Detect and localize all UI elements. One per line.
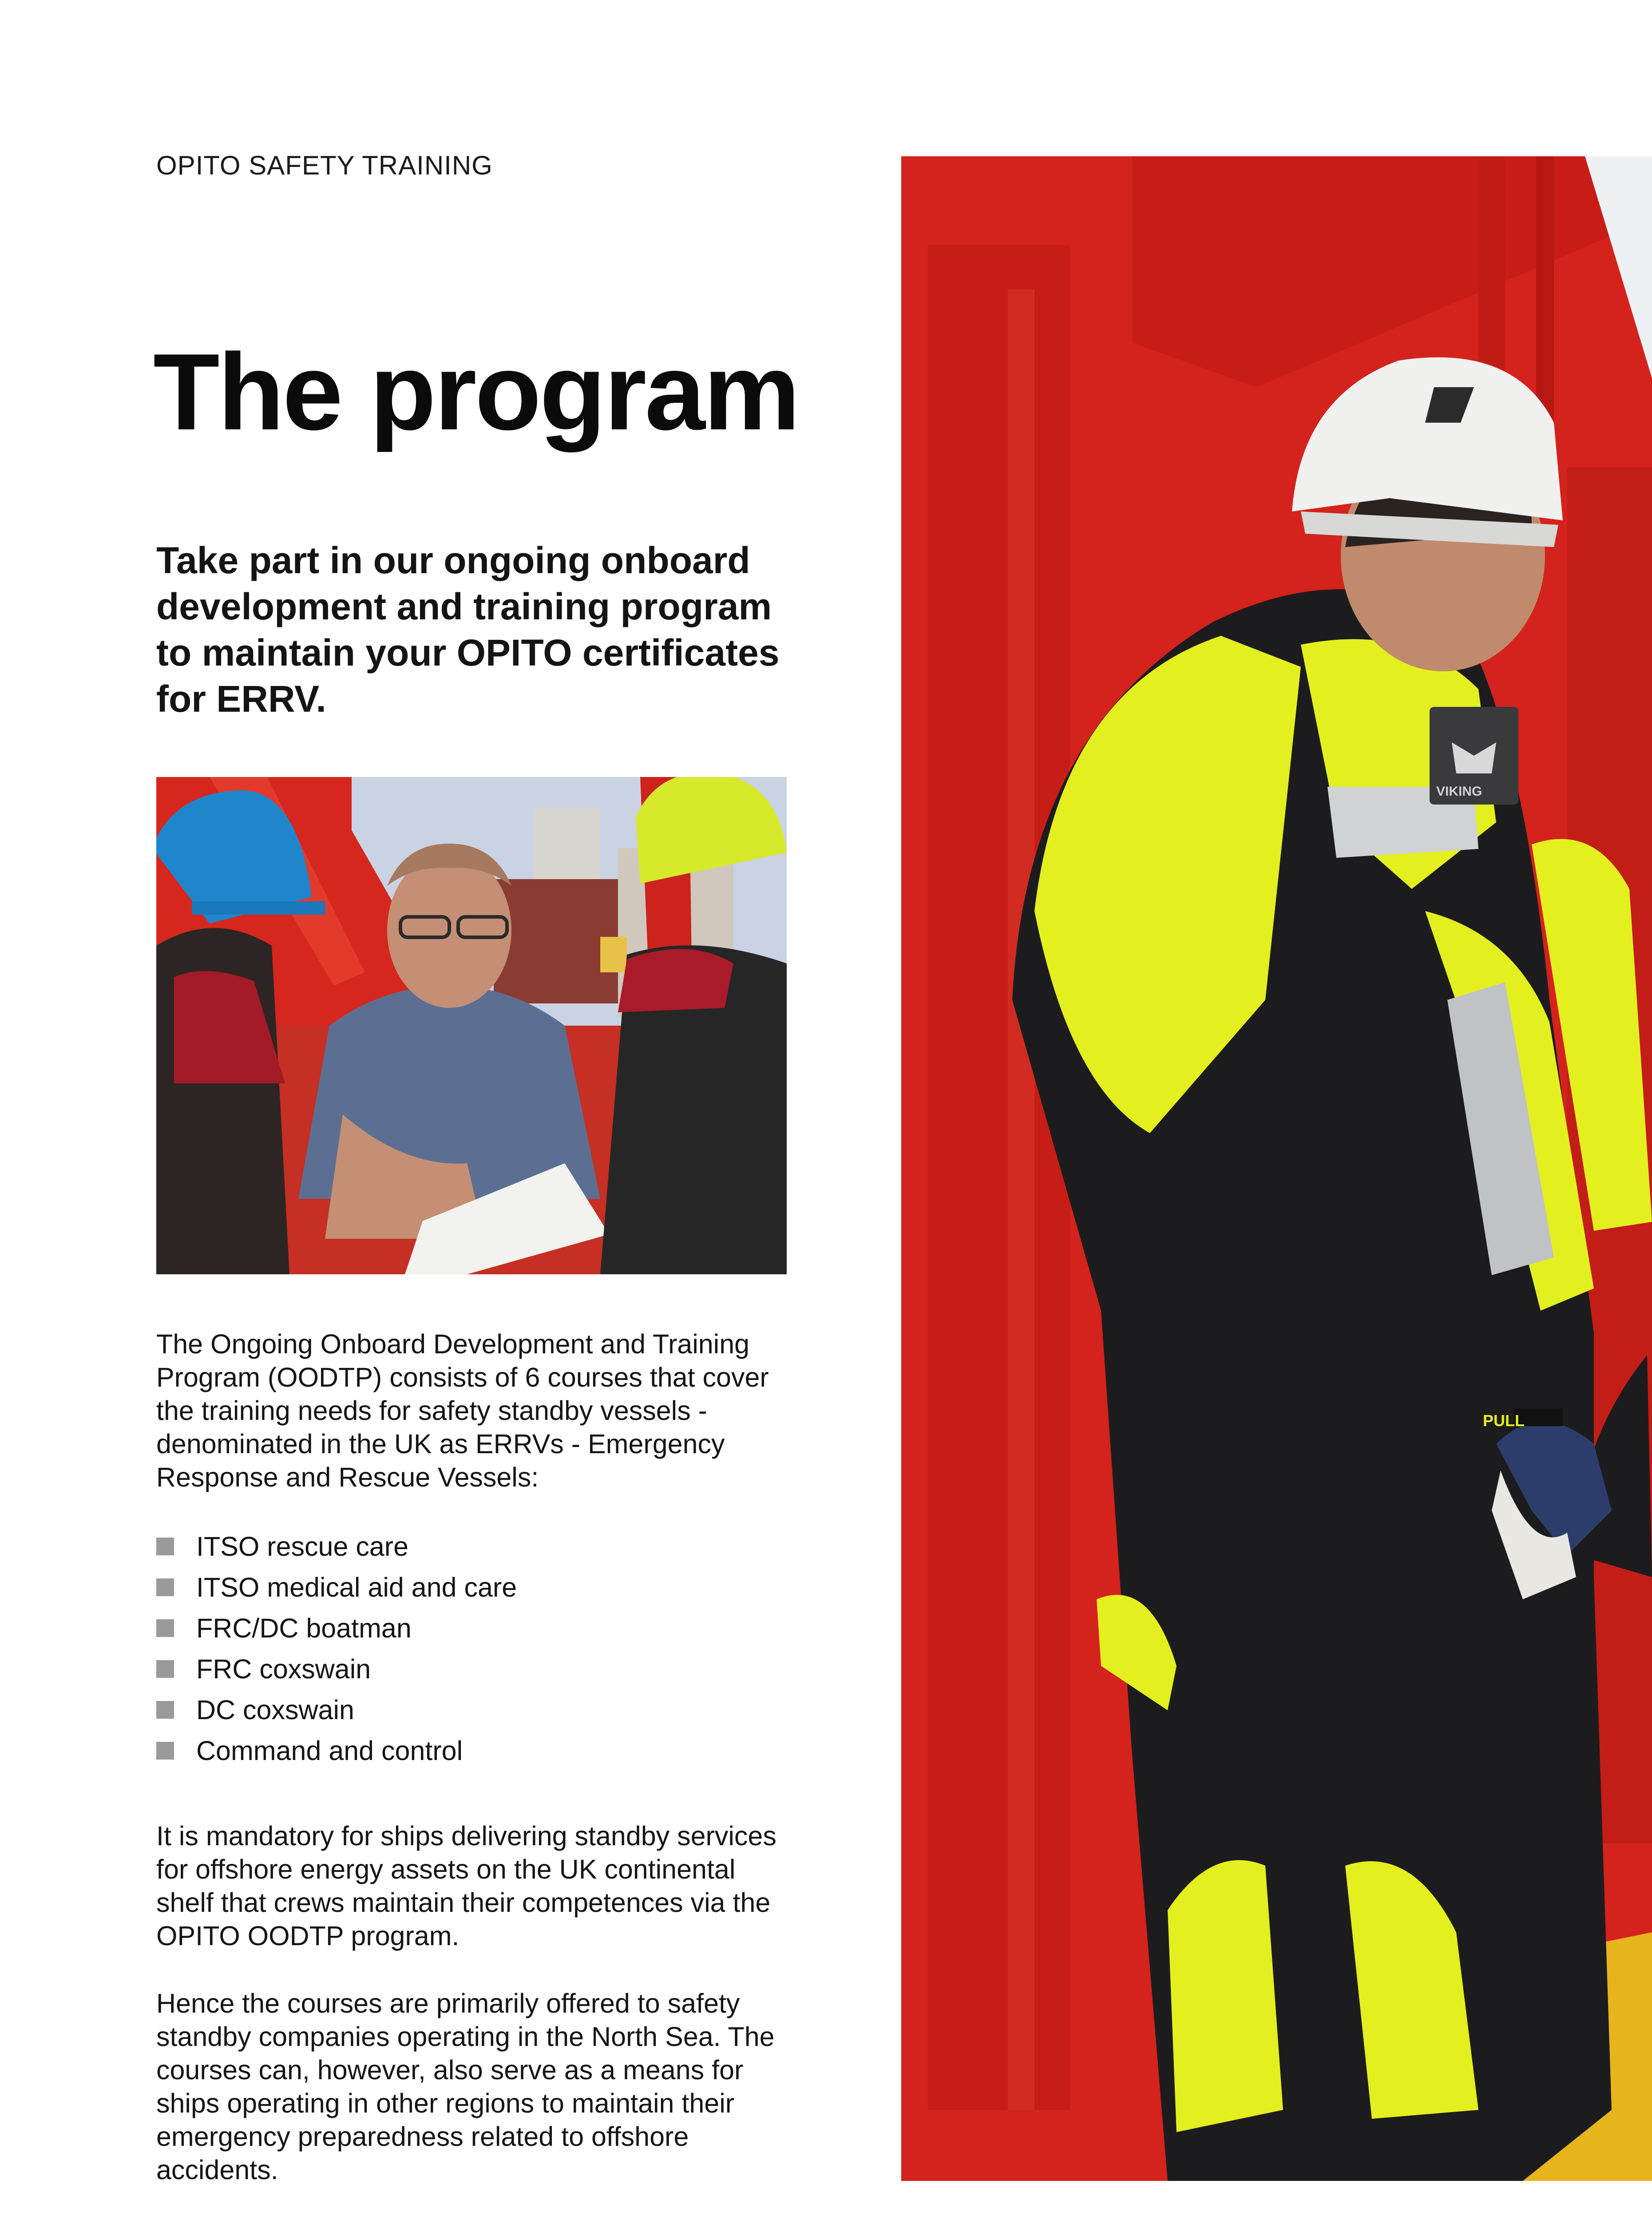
course-list bbox=[156, 1526, 517, 1771]
north-sea-paragraph: Hence the courses are primarily offered to safety standby companies operating in the North Sea. The courses can, however, also serve as a means for ships operating in other regions to maintain their emergency preparedness related to offshore accidents. bbox=[156, 1988, 775, 2185]
square-bullet-icon bbox=[156, 1619, 174, 1637]
section-kicker: OPITO SAFETY TRAINING bbox=[156, 151, 493, 180]
mandatory-paragraph: It is mandatory for ships delivering standby services for offshore energy assets on the UK continental shelf that crews maintain their competences via the OPITO OODTP program. bbox=[156, 1821, 776, 1951]
square-bullet-icon bbox=[156, 1578, 174, 1596]
course-item bbox=[156, 1730, 517, 1771]
course-label: Command and control bbox=[196, 1736, 463, 1766]
course-label: FRC/DC boatman bbox=[196, 1613, 412, 1643]
course-label: ITSO rescue care bbox=[196, 1531, 408, 1562]
course-item bbox=[156, 1689, 517, 1730]
viking-patch-label: VIKING bbox=[1436, 784, 1482, 799]
course-item bbox=[156, 1567, 517, 1608]
square-bullet-icon bbox=[156, 1538, 174, 1555]
square-bullet-icon bbox=[156, 1701, 174, 1719]
course-label: ITSO medical aid and care bbox=[196, 1572, 517, 1602]
course-item bbox=[156, 1649, 517, 1689]
course-item bbox=[156, 1526, 517, 1567]
intro-paragraph: The Ongoing Onboard Development and Training Program (OODTP) consists of 6 courses that cover the training needs for safety standby vessels - denominated in the UK as ERRVs - Emergency Response and Rescue Vessels: bbox=[156, 1329, 769, 1492]
square-bullet-icon bbox=[156, 1660, 174, 1678]
course-label: DC coxswain bbox=[196, 1695, 354, 1725]
course-label: FRC coxswain bbox=[196, 1654, 371, 1684]
crew-briefing-photo bbox=[156, 777, 787, 1274]
course-item bbox=[156, 1608, 517, 1649]
square-bullet-icon bbox=[156, 1742, 174, 1760]
lead-paragraph: Take part in our ongoing onboard development and training program to maintain your OPITO certificates for ERRV. bbox=[156, 539, 780, 720]
glove-strap-label: PULL bbox=[1483, 1411, 1525, 1430]
crew-member-photo bbox=[901, 156, 1652, 2181]
page-title: The program bbox=[153, 331, 799, 452]
